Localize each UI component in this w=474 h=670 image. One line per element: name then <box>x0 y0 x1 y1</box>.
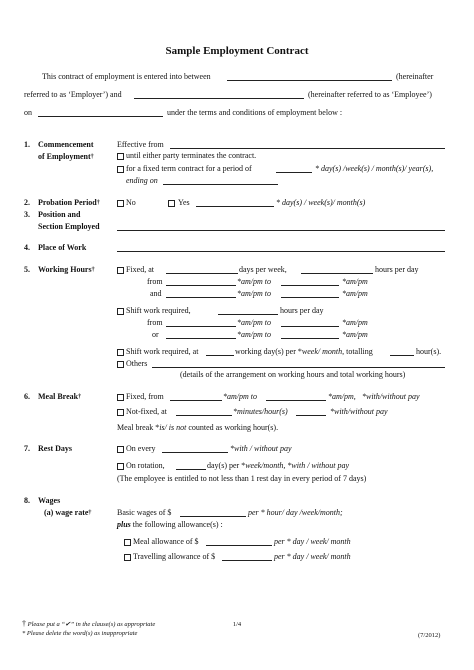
shift-from-label: from <box>147 318 163 327</box>
rest-every-checkbox[interactable] <box>117 446 124 453</box>
effective-from-label: Effective from <box>117 140 164 149</box>
footer-note-tick: † Please put a “✔” in the clause(s) as appropriate <box>22 619 156 628</box>
probation-period-field[interactable] <box>196 206 274 207</box>
shift-from-2-field[interactable] <box>166 338 236 339</box>
shift-days-field[interactable] <box>206 355 234 356</box>
days-per-week-label: days per week, <box>239 265 287 274</box>
meal-not-fixed-label: Not-fixed, at <box>126 407 167 416</box>
section-8-number: 8. <box>24 496 30 505</box>
section-6-title: Meal Break† <box>38 392 82 401</box>
employer-name-field[interactable] <box>227 80 392 81</box>
intro-text: This contract of employment is entered into between <box>42 72 211 81</box>
rest-days-note: (The employee is entitled to not less than 1 rest day in every period of 7 days) <box>117 474 367 483</box>
fixed-to-2-field[interactable] <box>281 297 339 298</box>
fixed-from-label: from <box>147 277 163 286</box>
meal-not-fixed-extra-field[interactable] <box>296 415 326 416</box>
meal-counted-note: Meal break *is/ is not counted as working hour(s). <box>117 423 279 432</box>
hours-fixed-label: Fixed, at <box>126 265 154 274</box>
shift-ampm-1: *am/pm <box>342 318 368 327</box>
shift-ampm-to-1: *am/pm to <box>237 318 271 327</box>
meal-allowance-label: Meal allowance of $ <box>133 537 199 546</box>
others-checkbox[interactable] <box>117 361 124 368</box>
intro-employer-label: referred to as ‘Employer’) and <box>24 90 122 99</box>
meal-to-field[interactable] <box>266 400 326 401</box>
probation-yes-checkbox[interactable] <box>168 200 175 207</box>
section-7-number: 7. <box>24 444 30 453</box>
intro-hereinafter: (hereinafter <box>396 72 434 81</box>
meal-from-field[interactable] <box>170 400 222 401</box>
hours-per-day-field[interactable] <box>301 273 373 274</box>
meal-ampm: *am/pm, <box>328 392 356 401</box>
section-4-number: 4. <box>24 243 30 252</box>
meal-ampm-to: *am/pm to <box>223 392 257 401</box>
others-field[interactable] <box>152 367 445 368</box>
section-3-title-2: Section Employed <box>38 222 100 231</box>
until-terminated-label: until either party terminates the contract. <box>126 151 257 160</box>
section-3-title: Position and <box>38 210 81 219</box>
meal-duration-field[interactable] <box>176 415 232 416</box>
fixed-and-label: and <box>150 289 162 298</box>
basic-wages-field[interactable] <box>180 516 246 517</box>
shift-days-checkbox[interactable] <box>117 349 124 356</box>
shift-from-1-field[interactable] <box>166 326 236 327</box>
basic-wages-label: Basic wages of $ <box>117 508 172 517</box>
section-5-title: Working Hours† <box>38 265 95 274</box>
meal-with-without-pay-2: *with/without pay <box>330 407 388 416</box>
probation-no-checkbox[interactable] <box>117 200 124 207</box>
fixed-term-units: * day(s) /week(s) / month(s)/ year(s), <box>315 164 434 173</box>
ending-on-label: ending on <box>126 176 158 185</box>
section-8-title: Wages <box>38 496 61 505</box>
rest-rotation-text: day(s) per *week/month, *with / without pay <box>207 461 349 470</box>
fixed-term-label: for a fixed term contract for a period of <box>126 164 252 173</box>
shift-or-label: or <box>152 330 159 339</box>
others-label: Others <box>126 359 148 368</box>
shift-work-label: Shift work required, <box>126 306 191 315</box>
ending-on-field[interactable] <box>163 184 278 185</box>
shift-hours-label: hours per day <box>280 306 324 315</box>
travel-allowance-label: Travelling allowance of $ <box>133 552 216 561</box>
rest-rotation-label: On rotation, <box>126 461 165 470</box>
position-field[interactable] <box>117 230 445 231</box>
shift-hours-field[interactable] <box>218 314 278 315</box>
version-label: (7/2012) <box>418 632 441 639</box>
section-2-number: 2. <box>24 198 30 207</box>
days-per-week-field[interactable] <box>166 273 238 274</box>
shift-to-2-field[interactable] <box>281 338 339 339</box>
meal-with-without-pay: *with/without pay <box>362 392 420 401</box>
fixed-from-2-field[interactable] <box>166 297 236 298</box>
section-1-number: 1. <box>24 140 30 149</box>
fixed-term-checkbox[interactable] <box>117 166 124 173</box>
place-of-work-field[interactable] <box>117 251 445 252</box>
contract-date-field[interactable] <box>38 116 163 117</box>
fixed-to-1-field[interactable] <box>281 285 339 286</box>
meal-fixed-checkbox[interactable] <box>117 394 124 401</box>
section-2-title: Probation Period† <box>38 198 100 207</box>
probation-no-label: No <box>126 198 136 207</box>
fixed-from-1-field[interactable] <box>166 285 236 286</box>
footer-note-delete: * Please delete the word(s) as inappropriate <box>22 630 138 637</box>
page-number: 1/4 <box>232 621 242 628</box>
section-4-title: Place of Work <box>38 243 87 252</box>
meal-allowance-checkbox[interactable] <box>124 539 131 546</box>
rest-rotation-checkbox[interactable] <box>117 463 124 470</box>
section-7-title: Rest Days <box>38 444 72 453</box>
meal-not-fixed-checkbox[interactable] <box>117 409 124 416</box>
effective-from-field[interactable] <box>170 148 445 149</box>
shift-total-hours-label: hour(s). <box>416 347 442 356</box>
probation-units: * day(s) / week(s)/ month(s) <box>276 198 366 207</box>
fixed-ampm-to-2: *am/pm to <box>237 289 271 298</box>
section-6-number: 6. <box>24 392 30 401</box>
fixed-ampm-2: *am/pm <box>342 289 368 298</box>
basic-wages-units: per * hour/ day /week/month; <box>248 508 343 517</box>
travel-allowance-checkbox[interactable] <box>124 554 131 561</box>
hours-per-day-label: hours per day <box>375 265 419 274</box>
intro-on-label: on <box>24 108 32 117</box>
meal-allowance-units: per * day / week/ month <box>274 537 351 546</box>
fixed-ampm-1: *am/pm <box>342 277 368 286</box>
section-3-number: 3. <box>24 210 30 219</box>
page-title: Sample Employment Contract <box>165 45 309 57</box>
section-1-title-2: of Employment† <box>38 152 94 161</box>
probation-yes-label: Yes <box>178 198 190 207</box>
section-1-title: Commencement <box>38 140 94 149</box>
section-8-subtitle: (a) wage rate† <box>44 508 92 517</box>
shift-ampm-to-2: *am/pm to <box>237 330 271 339</box>
meal-minutes-units: *minutes/hour(s) <box>233 407 288 416</box>
shift-work-checkbox[interactable] <box>117 308 124 315</box>
intro-terms: under the terms and conditions of employment below : <box>167 108 343 117</box>
hours-fixed-checkbox[interactable] <box>117 267 124 274</box>
shift-days-text: working day(s) per *week/ month, totalling <box>235 347 373 356</box>
allowances-intro: plus the following allowance(s) : <box>117 520 223 529</box>
fixed-term-period-field[interactable] <box>276 172 312 173</box>
shift-days-label: Shift work required, at <box>126 347 199 356</box>
travel-allowance-units: per * day / week/ month <box>274 552 351 561</box>
fixed-ampm-to-1: *am/pm to <box>237 277 271 286</box>
others-details-note: (details of the arrangement on working hours and total working hours) <box>180 370 406 379</box>
rest-every-pay: *with / without pay <box>230 444 292 453</box>
employee-name-field[interactable] <box>134 98 304 99</box>
section-5-number: 5. <box>24 265 30 274</box>
shift-ampm-2: *am/pm <box>342 330 368 339</box>
until-terminated-checkbox[interactable] <box>117 153 124 160</box>
intro-employee-label: (hereinafter referred to as ‘Employee’) <box>308 90 432 99</box>
rest-every-label: On every <box>126 444 156 453</box>
travel-allowance-field[interactable] <box>222 560 272 561</box>
rest-every-field[interactable] <box>162 452 228 453</box>
shift-to-1-field[interactable] <box>281 326 339 327</box>
shift-total-hours-field[interactable] <box>390 355 414 356</box>
rest-rotation-field[interactable] <box>176 469 206 470</box>
meal-allowance-field[interactable] <box>206 545 272 546</box>
meal-fixed-label: Fixed, from <box>126 392 164 401</box>
